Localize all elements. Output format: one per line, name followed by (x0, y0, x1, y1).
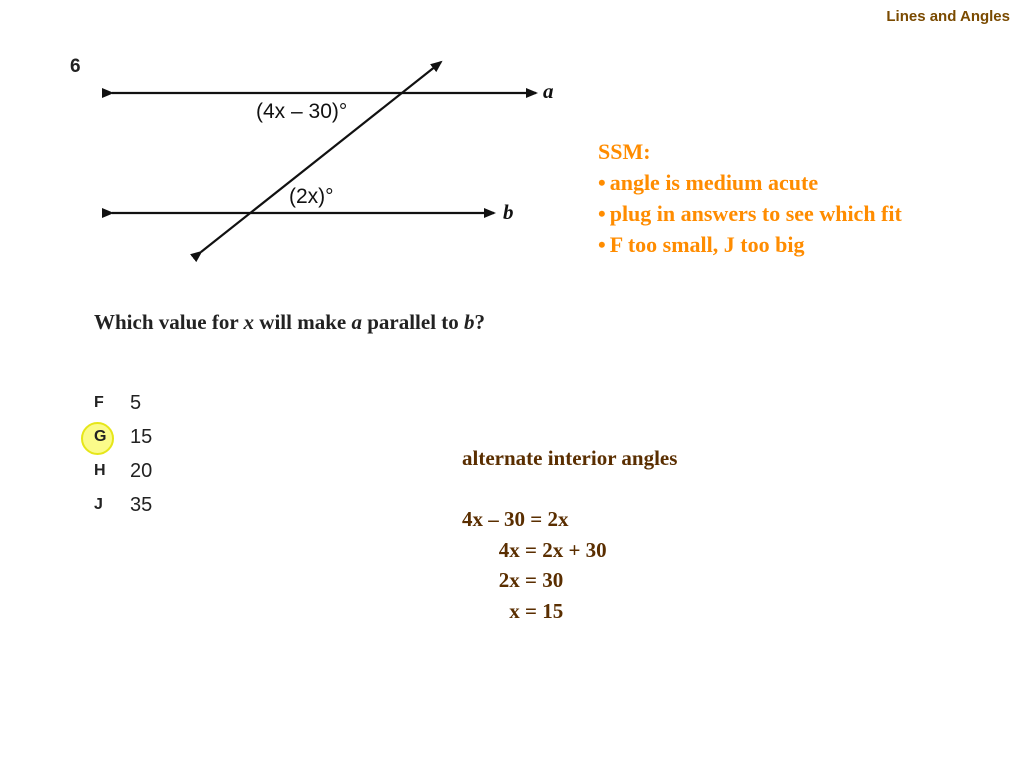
line-b-label: b (503, 200, 514, 224)
solution-step: 4x – 30 = 2x (462, 507, 569, 531)
solution-title: alternate interior angles (462, 446, 678, 470)
choice-value: 35 (130, 493, 153, 516)
question-text: Which value for x will make a parallel to b? (94, 310, 486, 334)
choice-letter: G (94, 428, 107, 445)
transversal-line (201, 62, 441, 252)
choice-letter: H (94, 462, 106, 479)
ssm-bullet: • F too small, J too big (598, 229, 902, 260)
solution-step: 2x = 30 (462, 568, 564, 592)
choice-value: 20 (130, 459, 153, 482)
header-title: Lines and Angles (886, 8, 1010, 25)
angle-top-label: (4x – 30)° (256, 100, 348, 123)
choice-letter: J (94, 496, 103, 513)
choice-g[interactable] (92, 420, 152, 454)
choice-value: 5 (130, 391, 142, 414)
choice-letter: F (94, 394, 104, 411)
question-number: 6 (70, 56, 81, 77)
choice-j[interactable] (92, 488, 152, 522)
line-a-label: a (543, 79, 554, 103)
solution-step: x = 15 (462, 598, 564, 623)
choice-f[interactable] (92, 386, 152, 420)
ssm-bullet: • plug in answers to see which fit (598, 198, 902, 229)
ssm-notes (598, 136, 902, 260)
choice-h[interactable] (92, 454, 152, 488)
solution-step: 4x = 2x + 30 (462, 537, 607, 562)
answer-choices (92, 386, 152, 522)
solution-work (462, 443, 677, 626)
angle-bottom-label: (2x)° (289, 185, 334, 208)
ssm-heading: SSM: (598, 139, 651, 164)
ssm-bullet: • angle is medium acute (598, 167, 902, 198)
choice-value: 15 (130, 425, 153, 448)
